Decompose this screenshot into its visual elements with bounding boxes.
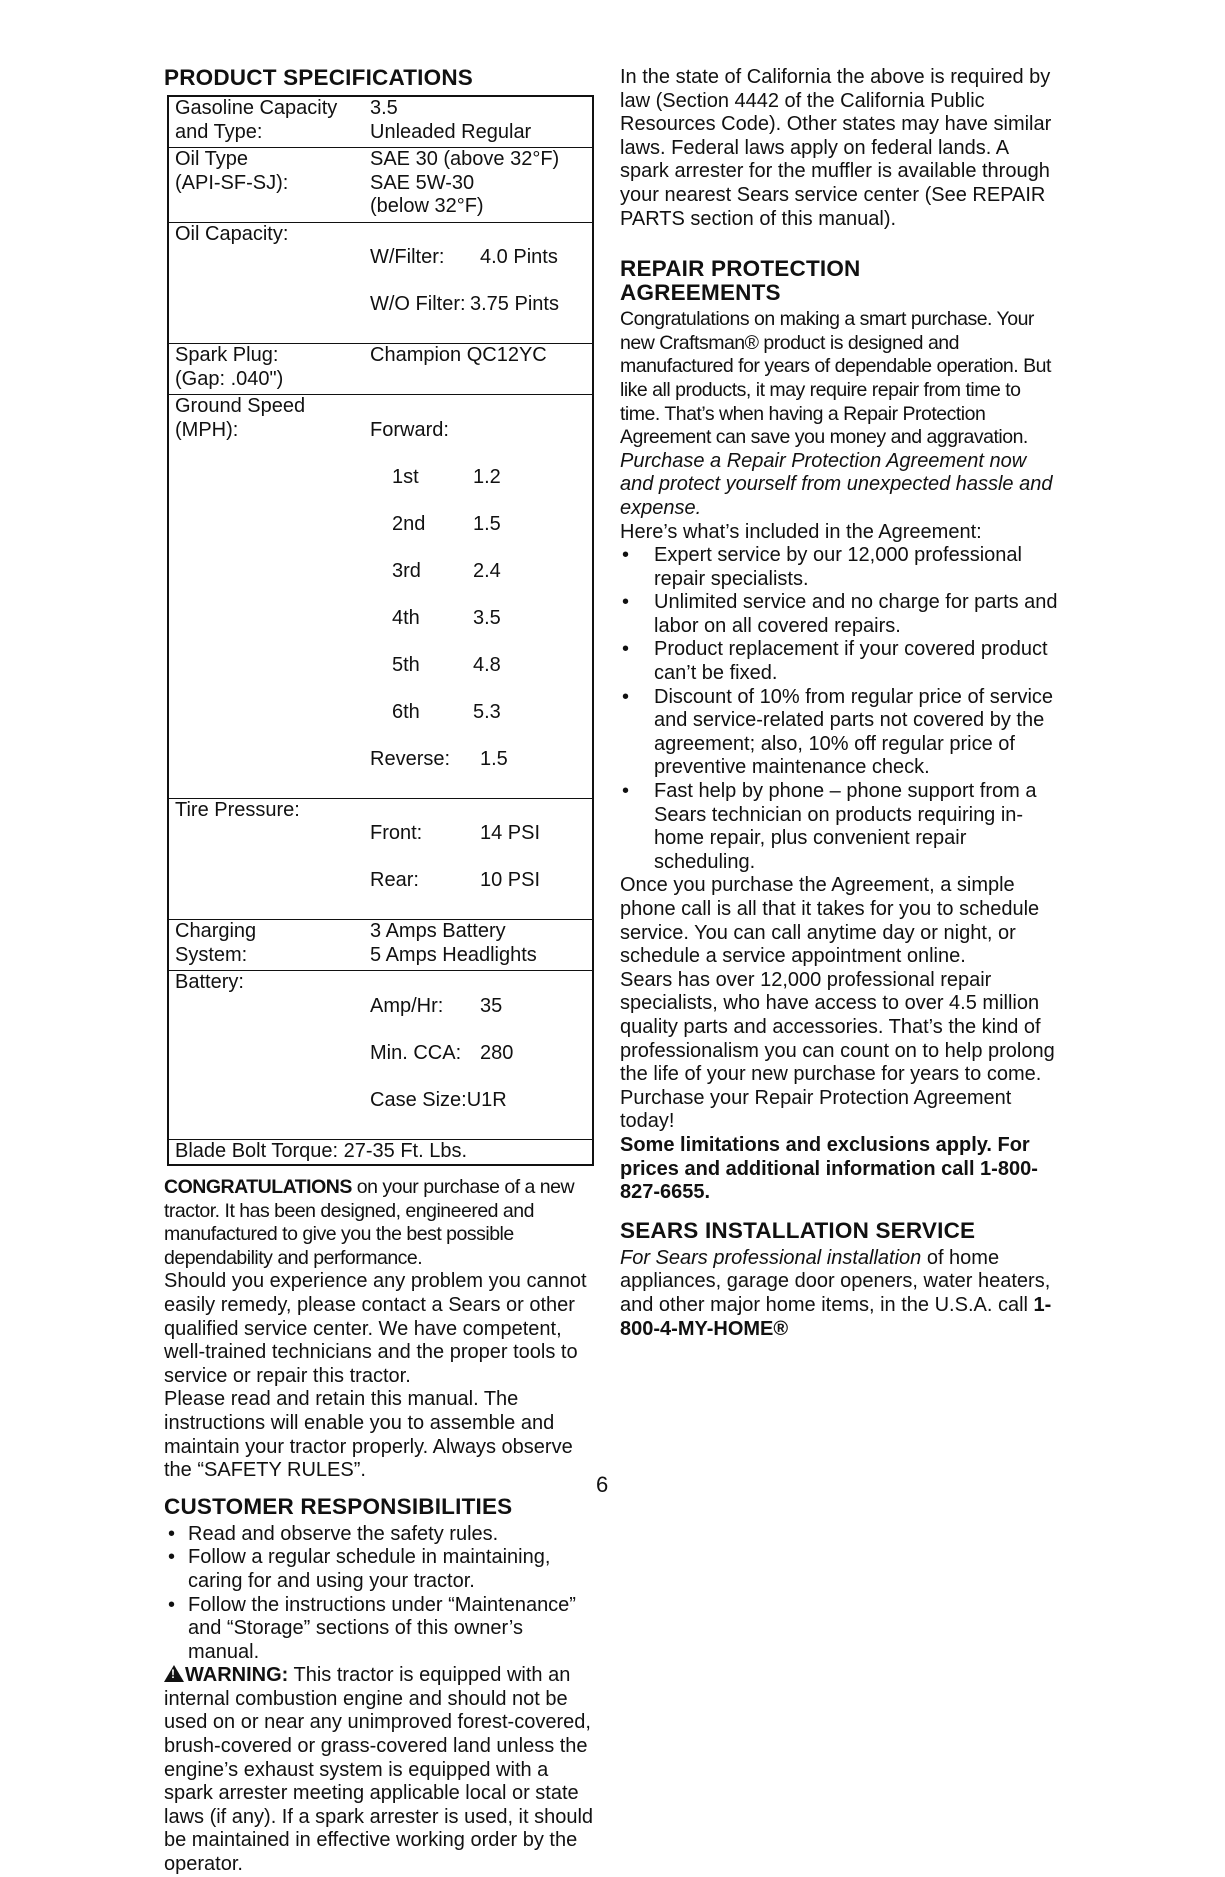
spec-value [364, 395, 593, 799]
gear-speed: 2.4 [473, 559, 501, 582]
table-row [168, 148, 593, 223]
gear-label: 3rd [392, 559, 421, 582]
installation-text: of home appliances, garage door openers, water heaters, and other major home items, in the U.S.A. call [620, 1246, 1051, 1316]
included-paragraph: Here’s what’s included in the Agreement: [620, 520, 982, 543]
congratulations-text: on your purchase of a new tractor. It has been designed, engineered and manufactured to give you the best possible dependability and performance. [164, 1176, 575, 1269]
spec-label: Gasoline Capacity and Type: [168, 96, 364, 148]
spec-label: Oil Capacity: [168, 222, 364, 344]
warning-label: WARNING: [185, 1664, 289, 1687]
list-item: • Expert service by our 12,000 professional repair specialists. [620, 544, 1060, 591]
spec-value: 3 Amps Battery 5 Amps Headlights [364, 920, 593, 971]
spec-label: Blade Bolt Torque: 27-35 Ft. Lbs. [168, 1139, 593, 1165]
table-row [168, 920, 593, 971]
spec-subkey: W/Filter: [370, 246, 445, 268]
sears-specialists-paragraph: Sears has over 12,000 professional repair specialists, who have access to over 4.5 million quality parts and accessories. That’s the kind of professionalism you can count on to help prolong the life of your new purchase for years to come. Purchase your Repair Protection Agreement today! [620, 968, 1055, 1133]
table-row [168, 1139, 593, 1165]
gear-speed: 1.5 [473, 512, 501, 535]
warning-paragraph [164, 1664, 594, 1876]
spec-value [364, 222, 593, 344]
table-row [168, 798, 593, 920]
table-row [168, 395, 593, 799]
gear-label: 4th [392, 606, 420, 629]
spec-value: SAE 30 (above 32°F) SAE 5W-30 (below 32°F) [364, 148, 593, 223]
table-row [168, 222, 593, 344]
list-item: • Read and observe the safety rules. [164, 1523, 594, 1547]
spec-value [364, 798, 593, 920]
once-paragraph: Once you purchase the Agreement, a simple phone call is all that it takes for you to schedule service. You can call anytime day or night, or schedule a service appointment online. [620, 874, 1040, 968]
list-item: • Product replacement if your covered product can’t be fixed. [620, 638, 1060, 685]
manual-paragraph: Please read and retain this manual. The instructions will enable you to assemble and maintain your tractor properly. Always observe the “SAFETY RULES”. [164, 1388, 573, 1482]
spec-value [364, 971, 593, 1140]
spec-subkey: Min. CCA: [370, 1041, 462, 1064]
list-item: • Follow a regular schedule in maintaining, caring for and using your tractor. [164, 1546, 594, 1593]
sears-installation-heading: SEARS INSTALLATION SERVICE [620, 1217, 976, 1243]
spec-subkey: Reverse: [370, 747, 451, 770]
spec-subkey: Amp/Hr: [370, 994, 444, 1017]
agreement-benefits-list [620, 544, 1060, 874]
gear-speed: 5.3 [473, 700, 501, 723]
left-column [164, 66, 594, 1877]
repair-italic-paragraph: Purchase a Repair Protection Agreement now and protect yourself from unexpected hassle and expense. [620, 449, 1053, 519]
service-paragraph: Should you experience any problem you cannot easily remedy, please contact a Sears or other qualified service center. We have competent, well-trained technicians and the proper tools to service or repair this tractor. [164, 1270, 587, 1387]
gear-label: 1st [392, 465, 419, 488]
customer-responsibilities-list [164, 1523, 594, 1665]
spec-label: Charging System: [168, 920, 364, 971]
installation-italic: For Sears professional installation [620, 1246, 922, 1269]
spec-value: Champion QC12YC [364, 344, 593, 395]
spec-subkey: Front: [370, 822, 423, 844]
spec-subvalue: 3.75 Pints [470, 293, 559, 315]
spec-label: Oil Type (API-SF-SJ): [168, 148, 364, 223]
spec-subvalue: 1.5 [480, 747, 508, 770]
repair-intro-paragraph: Congratulations on making a smart purchase. Your new Craftsman® product is designed and manufactured for years of dependable operation. But like all products, it may require repair from time to time. That’s when having a Repair Protection Agreement can save you money and aggravation. [620, 308, 1051, 449]
spec-subkey: Forward: [370, 418, 449, 441]
table-row [168, 96, 593, 148]
spec-subvalue: 14 PSI [480, 822, 541, 844]
right-column [620, 66, 1060, 1341]
specifications-table [167, 95, 594, 1166]
warning-text: This tractor is equipped with an internal combustion engine and should not be used on or near any unimproved forest-covered, brush-covered or grass-covered land unless the engine’s exhaust system is equipped with a spark arrester meeting applicable local or state laws (if any). If a spark arrester is used, it should be maintained in effective working order by the operator. [164, 1664, 594, 1876]
gear-speed: 4.8 [473, 653, 501, 676]
gear-speed: 1.2 [473, 465, 501, 488]
congratulations-lead: CONGRATULATIONS [164, 1176, 352, 1198]
spec-subvalue: 35 [480, 994, 503, 1017]
spec-label: Battery: [168, 971, 364, 1140]
repair-protection-heading [620, 257, 1060, 305]
limitations-paragraph: Some limitations and exclusions apply. For prices and additional information call 1-800-827-6655. [620, 1133, 1038, 1204]
california-paragraph: In the state of California the above is required by law (Section 4442 of the California Public Resources Code). Other states may have similar laws. Federal laws apply on federal lands. A spark arrester for the muffler is available through your nearest Sears service center (See REPAIR PARTS section of this manual). [620, 66, 1052, 230]
table-row [168, 971, 593, 1140]
warning-triangle-icon [164, 1665, 184, 1682]
customer-responsibilities-heading: CUSTOMER RESPONSIBILITIES [164, 1493, 513, 1519]
spec-subkey: Rear: [370, 869, 419, 891]
product-specifications-heading: PRODUCT SPECIFICATIONS [164, 65, 473, 90]
list-item: • Unlimited service and no charge for parts and labor on all covered repairs. [620, 591, 1060, 638]
installation-phone: 1-800-4-MY-HOME® [620, 1293, 1052, 1340]
spec-subvalue: 10 PSI [480, 869, 541, 891]
gear-label: 5th [392, 653, 420, 676]
heading-line: AGREEMENTS [620, 280, 781, 306]
list-item: • Fast help by phone – phone support from a Sears technician on products requiring in-home repair, plus convenient repair scheduling. [620, 780, 1060, 874]
spec-subvalue: Case Size:U1R [370, 1088, 507, 1111]
spec-subvalue: 280 [480, 1041, 514, 1064]
spec-value: 3.5 Unleaded Regular [364, 96, 593, 148]
congratulations-paragraph [164, 1176, 594, 1270]
spec-subvalue: 4.0 Pints [480, 246, 558, 268]
page-number: 6 [596, 1472, 609, 1497]
gear-speed: 3.5 [473, 606, 501, 629]
gear-label: 2nd [392, 512, 426, 535]
spec-label: Spark Plug: (Gap: .040") [168, 344, 364, 395]
table-row [168, 344, 593, 395]
spec-subkey: W/O Filter: [370, 293, 466, 315]
list-item: • Discount of 10% from regular price of service and service-related parts not covered by the agreement; also, 10% off regular price of preventive maintenance check. [620, 686, 1060, 780]
spec-label: Ground Speed (MPH): [168, 395, 364, 799]
installation-paragraph [620, 1247, 1060, 1341]
list-item: • Follow the instructions under “Maintenance” and “Storage” sections of this owner’s manual. [164, 1594, 594, 1665]
gear-label: 6th [392, 700, 420, 723]
spec-label: Tire Pressure: [168, 798, 364, 920]
heading-line: REPAIR PROTECTION [620, 256, 861, 282]
